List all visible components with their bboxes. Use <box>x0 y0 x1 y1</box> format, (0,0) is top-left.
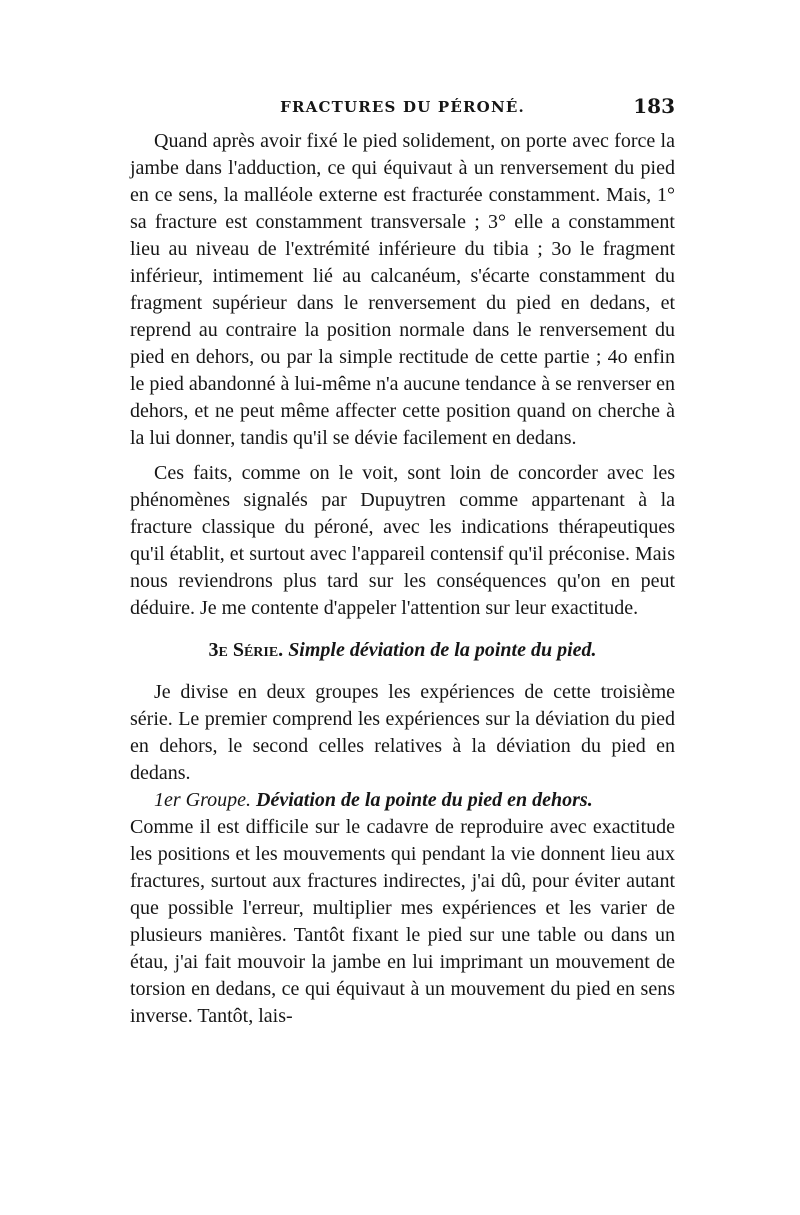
text-block <box>130 128 675 1030</box>
subheading-first-group <box>130 787 675 814</box>
group-number: 1er <box>154 789 181 811</box>
section-title: Simple déviation de la pointe du pied. <box>288 639 597 661</box>
group-title: Déviation de la pointe du pied en dehors. <box>256 789 593 811</box>
section-label: Série. <box>232 639 284 661</box>
section-heading-third-series <box>130 637 675 664</box>
running-title: FRACTURES DU PÉRONÉ. <box>280 98 525 116</box>
paragraph-method: Comme il est difficile sur le cadavre de reproduire avec exactitude les positions et les mouvements qui pendant la vie donnent lieu aux fractures, surtout aux fractures indirectes, j'ai dû, pour éviter autant que possible l'erreur, multiplier mes expériences et les varier de plusieurs manières. Tantôt fixant le pied sur une table ou dans un étau, j'ai fait mouvoir la jambe en lui imprimant un mouvement de torsion en dedans, ce qui équivaut à un mouvement du pied en sens inverse. Tantôt, lais- <box>130 816 675 1027</box>
paragraph-two-groups: Je divise en deux groupes les expériences de cette troisième série. Le premier comprend les expériences sur la déviation du pied en dehors, le second celles relatives à la déviation du pied en dedans. <box>130 681 675 784</box>
group-label: Groupe. <box>185 789 252 811</box>
section-number: 3e <box>208 639 228 661</box>
paragraph-experiment-results: Quand après avoir fixé le pied solidement, on porte avec force la jambe dans l'adduction, ce qui équivaut à un renversement du pied en ce sens, la malléole externe est fracturée constamment. Mais, 1° sa fracture est constamment transversale ; 3° elle a constamment lieu au niveau de l'extrémité inférieure du tibia ; 3o le fragment inférieur, intimement lié au calcanéum, s'écarte constamment du fragment supérieur dans le renversement du pied en dedans, et reprend au contraire la position normale dans le renversement du pied en dehors, ou par la simple rectitude de cette partie ; 4o enfin le pied abandonné à lui-même n'a aucune tendance à se renverser en dehors, et ne peut même affecter cette position quand on cherche à la lui donner, tandis qu'il se dévie facilement en dedans. <box>130 130 675 449</box>
running-head <box>130 94 675 124</box>
paragraph-dupuytren-comparison: Ces faits, comme on le voit, sont loin de concorder avec les phénomènes signalés par Dupuytren comme appartenant à la fracture classique du péroné, avec les indications thérapeutiques qu'il établit, et surtout avec l'appareil contensif qu'il préconise. Mais nous reviendrons plus tard sur les conséquences qu'on en peut déduire. Je me contente d'appeler l'attention sur leur exactitude. <box>130 462 675 619</box>
page-number: 183 <box>633 94 675 118</box>
